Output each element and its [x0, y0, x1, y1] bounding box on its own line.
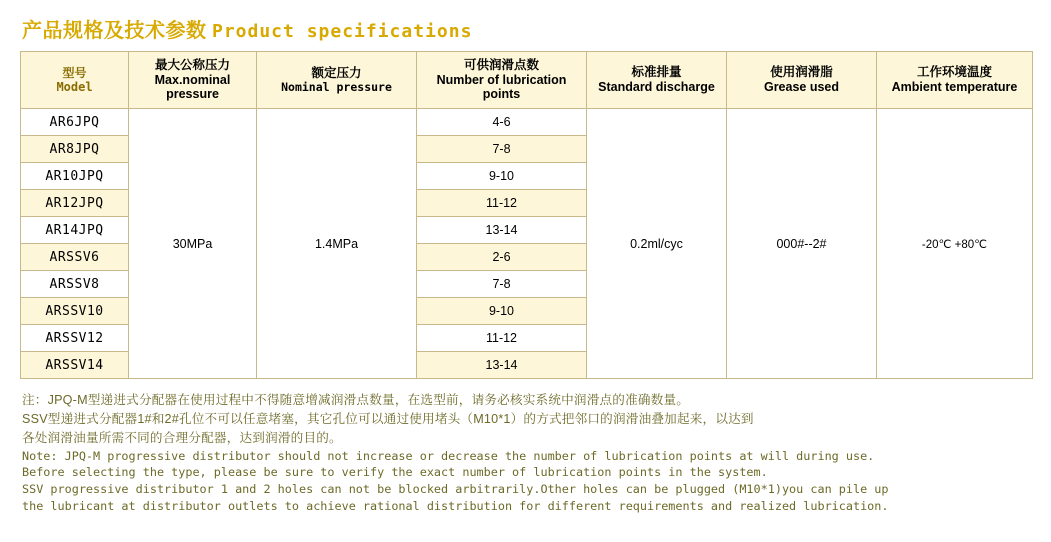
column-header-standard-discharge-cn: 标准排量: [631, 65, 682, 80]
cell-max-nominal-pressure: 30MPa: [129, 109, 257, 379]
column-header-lubrication-points: [417, 52, 587, 109]
cell-model: ARSSV6: [21, 244, 129, 271]
cell-model: AR14JPQ: [21, 217, 129, 244]
table-body: [21, 109, 1033, 379]
table-row: [21, 109, 1033, 136]
column-header-model-en: Model: [56, 80, 93, 94]
column-header-nominal-pressure-cn: 额定压力: [311, 65, 362, 80]
cell-lubrication-points: 13-14: [417, 217, 587, 244]
cell-model: AR12JPQ: [21, 190, 129, 217]
column-header-standard-discharge: [587, 52, 727, 109]
column-header-grease-used-en: Grease used: [763, 80, 840, 94]
cell-lubrication-points: 11-12: [417, 190, 587, 217]
table-header: [21, 52, 1033, 109]
column-header-ambient-temperature-cn: 工作环境温度: [916, 65, 992, 80]
notes-section: [22, 391, 1033, 515]
column-header-grease-used: [727, 52, 877, 109]
note-en-line-3: SSV progressive distributor 1 and 2 holes can not be blocked arbitrarily.Other holes can be plugged (M10*1)you can pile up: [22, 482, 889, 497]
cell-lubrication-points: 7-8: [417, 136, 587, 163]
column-header-max-nominal-pressure-cn: 最大公称压力: [154, 57, 230, 72]
table-header-row: [21, 52, 1033, 109]
note-cn-line-3: 各处润滑油量所需不同的合理分配器，达到润滑的目的。: [22, 430, 342, 445]
specifications-table: [20, 51, 1033, 379]
column-header-model: [21, 52, 129, 109]
column-header-model-cn: 型号: [62, 65, 87, 80]
cell-model: AR6JPQ: [21, 109, 129, 136]
cell-lubrication-points: 9-10: [417, 163, 587, 190]
column-header-max-nominal-pressure-en: Max.nominal pressure: [154, 72, 231, 102]
cell-standard-discharge: 0.2ml/cyc: [587, 109, 727, 379]
note-en-line-4: the lubricant at distributor outlets to achieve rational distribution for different requirements and realized lubrication.: [22, 498, 889, 513]
note-cn-line-2: SSV型递进式分配器1#和2#孔位不可以任意堵塞，其它孔位可以通过使用堵头（M10*1）的方式把邻口的润滑油叠加起来，以达到: [22, 411, 754, 426]
column-header-grease-used-cn: 使用润滑脂: [770, 65, 833, 80]
column-header-lubrication-points-cn: 可供润滑点数: [463, 57, 539, 72]
column-header-nominal-pressure: [257, 52, 417, 109]
cell-lubrication-points: 4-6: [417, 109, 587, 136]
column-header-standard-discharge-en: Standard discharge: [598, 80, 715, 94]
cell-model: ARSSV12: [21, 325, 129, 352]
note-en-line-2: Before selecting the type, please be sure to verify the exact number of lubrication points in the system.: [22, 465, 768, 480]
cell-lubrication-points: 7-8: [417, 271, 587, 298]
cell-model: ARSSV10: [21, 298, 129, 325]
cell-lubrication-points: 13-14: [417, 352, 587, 379]
page-title-cn: 产品规格及技术参数: [22, 20, 207, 42]
cell-nominal-pressure: 1.4MPa: [257, 109, 417, 379]
note-cn-line-1: 注：JPQ-M型递进式分配器在使用过程中不得随意增减润滑点数量，在选型前，请务必核实系统中润滑点的准确数量。: [22, 393, 690, 407]
page-title-en: Product specifications: [212, 21, 473, 42]
column-header-max-nominal-pressure: [129, 52, 257, 109]
column-header-lubrication-points-en: Number of lubrication points: [436, 72, 567, 102]
cell-lubrication-points: 11-12: [417, 325, 587, 352]
cell-lubrication-points: 9-10: [417, 298, 587, 325]
column-header-ambient-temperature: [877, 52, 1033, 109]
column-header-nominal-pressure-en: Nominal pressure: [281, 79, 392, 94]
cell-ambient-temperature: -20℃ +80℃: [877, 109, 1033, 379]
cell-lubrication-points: 2-6: [417, 244, 587, 271]
cell-grease-used: 000#--2#: [727, 109, 877, 379]
cell-model: AR10JPQ: [21, 163, 129, 190]
cell-model: ARSSV14: [21, 352, 129, 379]
column-header-ambient-temperature-en: Ambient temperature: [891, 80, 1018, 94]
note-en-line-1: Note: JPQ-M progressive distributor should not increase or decrease the number of lubrication points at will during use.: [22, 448, 875, 463]
cell-model: AR8JPQ: [21, 136, 129, 163]
cell-model: ARSSV8: [21, 271, 129, 298]
page-title: [22, 14, 1033, 43]
